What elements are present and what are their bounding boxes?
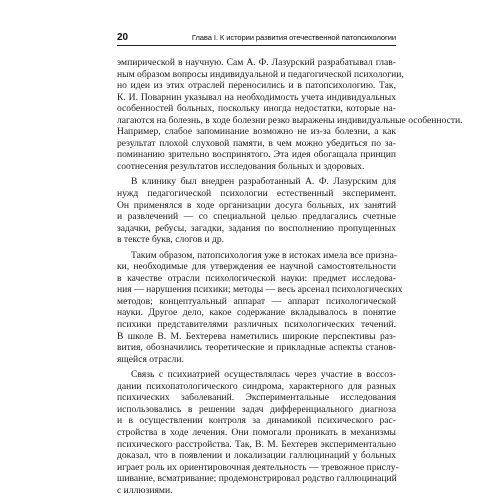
text-line: с иллюзиями. xyxy=(117,484,173,496)
text-line: задачки, ребусы, загадки, задания по восполнению пропущенных xyxy=(117,222,396,234)
text-line: Таким образом, патопсихология уже в истоках имела все призна- xyxy=(131,249,398,261)
header-rule xyxy=(117,45,396,46)
text-line: ки, необходимые для утверждения ее научной самостоятельности xyxy=(117,261,396,273)
text-line: особенностей больных, поскольку иногда недостатки, которые на- xyxy=(117,103,396,115)
text-line: эмпирической в научную. Сам А. Ф. Лазурский разрабатывал глав- xyxy=(117,57,396,68)
text-line: Например, слабое запоминание возможно не из-за болезни, а как xyxy=(117,126,396,138)
text-line: дании психопатологического синдрома, характерного для разных xyxy=(117,380,396,392)
text-line: стройства в ходе лечения. Они помогали проникать в механизмы xyxy=(117,426,396,438)
text-line: ным образом вопросы индивидуальной и педагогической психологии, xyxy=(117,68,404,80)
text-line: доказал, что в появлении и локализации галлюцинаций у больных xyxy=(117,450,396,462)
paragraph-3 xyxy=(117,249,403,365)
text-line: психики представителями различных психологических течений. xyxy=(117,319,396,331)
paragraph-1 xyxy=(117,57,463,172)
text-line: науки. Другое дело, какое содержание вкладывалось в понятие xyxy=(117,307,396,319)
text-line: и развлечений — со специальной целью предлагались счетные xyxy=(117,211,396,223)
text-line: ящейся отрасли. xyxy=(117,353,184,365)
body-text xyxy=(117,57,463,496)
text-line: использовались в решении задач дифференциального диагноза xyxy=(117,403,396,415)
text-line: В школе В. М. Бехтерева наметились широкие перспективы раз- xyxy=(117,330,396,342)
page-number: 20 xyxy=(117,32,129,43)
text-line: Связь с психиатрией осуществлялась через участие в воссоз- xyxy=(131,369,396,381)
text-line: шивание, всматривание; продемонстрировал родство галлюцинаций xyxy=(117,473,397,485)
text-line: психических заболеваний. Экспериментальные исследования xyxy=(117,392,396,404)
text-line: Он применялся в ходе организации досуга больных, их занятий xyxy=(117,199,396,211)
text-line: в качестве отрасли психологической науки: предмет исследова- xyxy=(117,272,396,284)
text-line: но идеи из этих отраслей переносились и в патопсихологию. Так, xyxy=(117,80,396,92)
paragraph-4 xyxy=(117,369,399,496)
text-line: в тексте букв, слогов и др. xyxy=(117,234,225,246)
paragraph-2 xyxy=(117,176,396,245)
text-line: поминанию зрительно воспринятого. Эта идея обогащала принцип xyxy=(117,149,396,161)
page-header xyxy=(117,30,396,44)
text-line: вития, обозначились теоретические и прикладные аспекты станов- xyxy=(117,342,396,354)
text-line: ния — нарушения психики; методы — весь арсенал психологических xyxy=(117,284,403,296)
text-line: лагаются на болезнь, в ходе болезни резко выражены индивидуальные особенности. xyxy=(117,114,463,126)
text-line: методов; концептуальный аппарат — аппарат психологической xyxy=(117,295,396,307)
text-line: играет роль их ориентировочная деятельность — тревожное прислу- xyxy=(117,461,399,473)
text-line: соотнесения результатов исследования больных и здоровых. xyxy=(117,160,365,172)
text-line: В клинику был внедрен разработанный А. Ф. Лазурским для xyxy=(131,176,396,188)
text-line: К. И. Поварнин указывал на необходимость учета индивидуальных xyxy=(117,91,396,103)
running-head: Глава I. К истории развития отечественной патопсихологии xyxy=(191,33,396,42)
text-line: результат плохой слуховой памяти, в чем можно убедиться по за- xyxy=(117,137,396,149)
text-line: и в осуществлении контроля за динамикой психического рас- xyxy=(117,415,396,427)
text-line: психического расстройства. Так, В. М. Бехтерев экспериментально xyxy=(117,438,396,450)
text-line: нужд педагогической психологии естественный эксперимент. xyxy=(117,188,396,200)
